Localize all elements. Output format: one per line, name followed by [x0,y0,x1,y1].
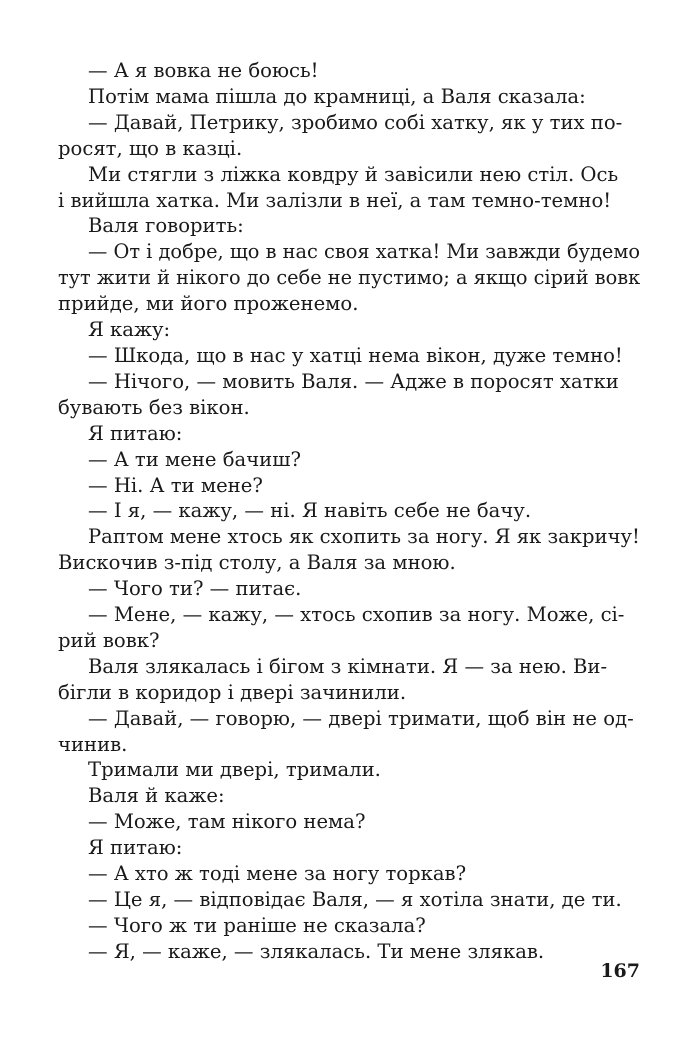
text-line: Тримали ми двері, тримали. [88,758,381,782]
text-line: Потім мама пішла до крамниці, а Валя сказала: [88,84,586,108]
body-text [58,58,641,965]
page-number: 167 [600,960,640,982]
text-line: тут жити й нікого до себе не пустимо; а якщо сірий вовк [58,266,641,290]
text-line: рий вовк? [58,628,160,652]
text-line: — Я, — каже, — злякалась. Ти мене злякав. [88,939,545,963]
text-line: — А хто ж тоді мене за ногу торкав? [88,862,467,886]
text-line: — А ти мене бачиш? [88,447,301,471]
text-line: Валя говорить: [88,214,244,238]
text-line: Вискочив з-під столу, а Валя за мною. [58,551,456,575]
text-line: і вийшла хатка. Ми залізли в неї, а там темно-темно! [58,188,612,212]
text-line: прийде, ми його проженемо. [58,292,359,316]
text-line: — Може, там нікого нема? [88,810,366,834]
text-line: чинив. [58,732,128,756]
text-line: — Ні. А ти мене? [88,473,263,497]
text-line: Валя злякалась і бігом з кімнати. Я — за нею. Ви- [88,654,608,678]
text-line: бувають без вікон. [58,395,250,419]
text-line: — Давай, Петрику, зробимо собі хатку, як у тих по- [88,110,623,134]
text-line: росят, що в казці. [58,136,243,160]
text-line: Я кажу: [88,318,171,342]
text-line: Я питаю: [88,836,183,860]
text-line: — Шкода, що в нас у хатці нема вікон, дуже темно! [88,343,623,367]
text-line: бігли в коридор і двері зачинили. [58,680,407,704]
text-line: Я питаю: [88,421,183,445]
text-line: Раптом мене хтось як схопить за ногу. Я як закричу! [88,525,640,549]
text-line: — Мене, — кажу, — хтось схопив за ногу. Може, сі- [88,603,625,627]
text-line: — Чого ти? — питає. [88,577,302,601]
text-line: — Чого ж ти раніше не сказала? [88,913,426,937]
text-line: — От і добре, що в нас своя хатка! Ми завжди будемо [88,240,641,264]
text-line: — Давай, — говорю, — двері тримати, щоб він не од- [88,706,634,730]
text-line: Ми стягли з ліжка ковдру й завісили нею стіл. Ось [88,162,619,186]
text-line: — Це я, — відповідає Валя, — я хотіла знати, де ти. [88,888,622,911]
text-line: — А я вовка не боюсь! [88,59,319,82]
text-line: — І я, — кажу, — ні. Я навіть себе не бачу. [88,499,532,523]
text-line: — Нічого, — мовить Валя. — Адже в поросят хатки [88,369,619,393]
text-line: Валя й каже: [88,784,225,808]
